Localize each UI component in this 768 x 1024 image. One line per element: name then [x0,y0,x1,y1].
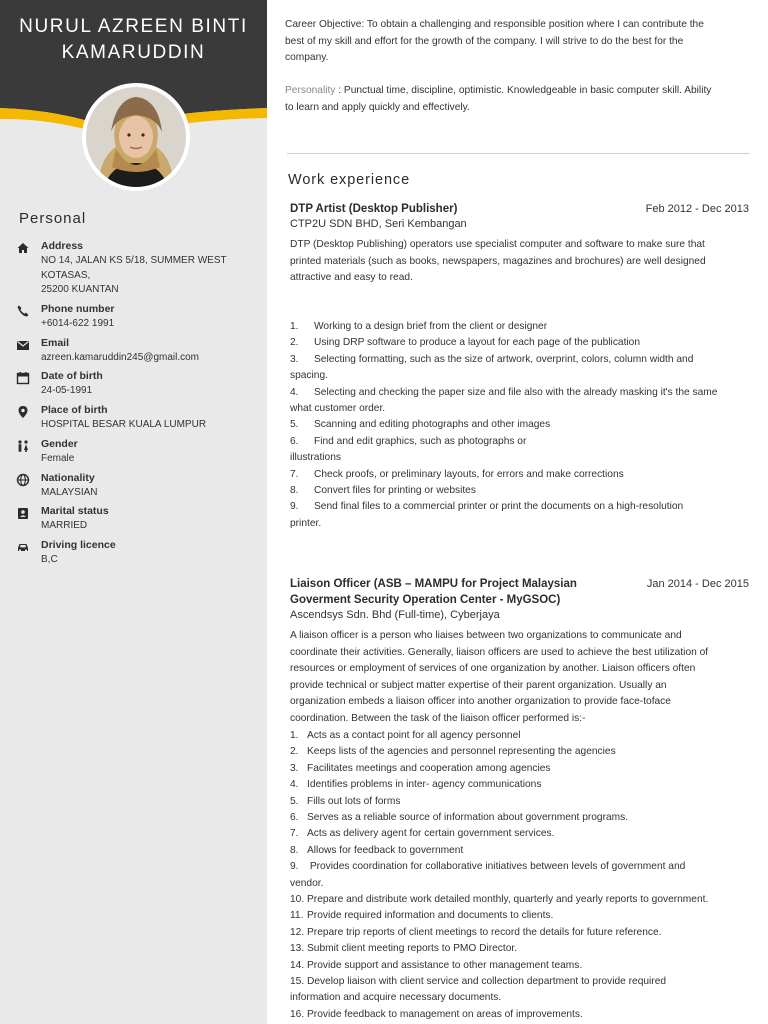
duty-number: 10. [290,894,305,905]
objective-line-3: company. [285,52,329,64]
duty-text: printer. [290,517,322,529]
duty-text: Develop liaison with client service and collection department to provide required [307,976,667,987]
place-of-birth-value: HOSPITAL BESAR KUALA LUMPUR [41,419,207,430]
duty-list-item [290,892,752,908]
duty-list-item [290,368,752,384]
duty-number: 14. [290,959,305,971]
duty-list-item [290,335,752,351]
duty-list-item [290,990,752,1006]
job-2-desc-line: coordination. Between the task of the liaison officer performed is:- [290,712,586,724]
duty-list-item [290,826,752,842]
duty-list-item [290,925,752,941]
duty-number: 3. [290,762,299,774]
address-line-1: NO 14, JALAN KS 5/18, SUMMER WEST [41,255,227,266]
phone-value: +6014-622 1991 [41,318,115,329]
duty-text: Selecting formatting, such as the size of artwork, overprint, colors, column width and [314,353,694,365]
duty-list-item [290,908,752,924]
section-divider [287,153,750,154]
calendar-icon [16,371,30,385]
car-icon [16,540,30,554]
duty-text: Send final files to a commercial printer or print the documents on a high-resolution [314,501,684,513]
work-experience-title: Work experience [288,172,411,188]
marital-status-value: MARRIED [41,520,88,531]
email-icon [16,338,30,352]
job-1-desc-line: DTP (Desktop Publishing) operators use specialist computer and software to make sure that [290,239,705,250]
duty-list-item [290,319,752,335]
main-content [267,0,768,1024]
gender-value: Female [41,453,75,464]
job-2-desc-line: organization embeds a liaison officer into another organization to provide face-toface [290,696,671,708]
duty-list-item [290,876,752,892]
objective-line-2: best of my skill and effort for the growth of the company. I will strive to do the best for the [285,35,684,47]
duty-number: 15. [290,976,305,987]
duty-text: Convert files for printing or websites [314,485,476,496]
duty-number: 12. [290,926,305,938]
duty-number: 4. [290,386,299,398]
duty-text: vendor. [290,877,324,889]
duty-list-item [290,401,752,417]
job-2-desc-line: coordinate their activities. Generally, liaison officers are used to achieve the best utilization of [290,646,709,658]
job-2-title [290,576,577,608]
name-line-1: NURUL AZREEN BINTI [19,16,248,37]
duty-list-item [290,516,752,532]
duty-number: 6. [290,435,299,447]
personal-section-title: Personal [19,210,87,227]
duty-number: 8. [290,844,299,856]
job-1-title: DTP Artist (Desktop Publisher) [290,203,458,215]
duty-list-item [290,467,752,483]
marital-status-label: Marital status [41,505,109,517]
duty-list-item [290,450,752,466]
job-1-description [290,237,760,287]
career-objective [285,17,755,67]
gender-icon [16,439,30,453]
location-pin-icon [16,405,30,419]
duty-number: 8. [290,485,299,496]
duty-number: 7. [290,468,299,480]
address-value [41,254,256,298]
duty-text: Serves as a reliable source of information about government programs. [307,812,629,823]
duty-number: 13. [290,943,305,955]
job-1-date: Feb 2012 - Dec 2013 [645,203,749,215]
duty-number: 9. [290,501,299,513]
duty-text: Acts as delivery agent for certain government services. [307,828,555,840]
duty-text: Scanning and editing photographs and other images [314,419,551,431]
duty-list-item [290,974,752,990]
duty-number: 2. [290,337,299,349]
duty-text: Fills out lots of forms [307,795,401,807]
phone-icon [16,304,30,318]
email-label: Email [41,337,70,349]
email-value: azreen.kamaruddin245@gmail.com [41,352,200,363]
duty-list-item [290,794,752,810]
gender-label: Gender [41,438,78,450]
duty-text: Prepare trip reports of client meetings to record the details for future reference. [307,926,662,938]
duty-text: Provides coordination for collaborative initiatives between levels of government and [307,861,686,873]
duty-number: 2. [290,746,299,758]
duty-number: 7. [290,828,299,840]
job-2-desc-line: provide technical or subject matter expertise of their parent organization. Usually an [290,679,667,691]
address-line-2: KOTASAS, [41,269,91,281]
driving-licence-value: B,C [41,554,58,565]
duty-text: Prepare and distribute work detailed monthly, quarterly and yearly reports to government. [307,894,709,905]
duty-number: 4. [290,779,299,791]
job-2-description [290,628,760,728]
sidebar [0,0,267,1024]
duty-text: information and acquire necessary documents. [290,992,502,1004]
address-line-3: 25200 KUANTAN [41,284,119,295]
duty-number: 1. [290,730,299,741]
duty-text: Facilitates meetings and cooperation among agencies [307,762,551,774]
nationality-label: Nationality [41,472,95,484]
job-2-company: Ascendsys Sdn. Bhd (Full-time), Cyberjaya [290,609,500,621]
avatar [86,87,186,187]
duty-text: Acts as a contact point for all agency personnel [307,730,521,741]
duty-list-item [290,1007,752,1023]
address-label: Address [41,240,84,252]
personality-line-1 [285,83,755,100]
personality-line-2: to learn and apply quickly and effectively. [285,101,470,113]
duty-text: Identifies problems in inter- agency communications [307,779,542,791]
duty-list-item [290,761,752,777]
objective-line-1: Career Objective: To obtain a challenging and responsible position where I can contribute the [285,19,704,30]
duty-list-item [290,777,752,793]
duty-text: Selecting and checking the paper size and file also with the already masking it's the same [314,386,718,398]
job-2-desc-line: resources or employment of services of one organization by another. Liaison officers often [290,663,696,675]
duty-number: 3. [290,353,299,365]
duty-number: 6. [290,812,299,823]
job-2-date: Jan 2014 - Dec 2015 [646,578,749,590]
duty-text: Allows for feedback to government [307,844,464,856]
duty-text: spacing. [290,370,328,382]
job-2-desc-line: A liaison officer is a person who liaises between two organizations to communicate and [290,630,682,641]
job-1-company: CTP2U SDN BHD, Seri Kembangan [290,218,467,230]
id-badge-icon [16,506,30,520]
duty-list-item [290,941,752,957]
driving-licence-label: Driving licence [41,539,116,551]
duty-list-item [290,352,752,368]
duty-number: 16. [290,1008,305,1020]
duty-list-item [290,499,752,515]
duty-text: Check proofs, or preliminary layouts, for errors and make corrections [314,468,624,480]
place-of-birth-label: Place of birth [41,404,108,416]
dob-label: Date of birth [41,370,103,382]
nationality-value: MALAYSIAN [41,487,98,498]
duty-list-item [290,859,752,875]
job-2-title-line-2: Goverment Security Operation Center - MyGSOC) [290,594,561,606]
candidate-name [0,14,267,66]
duty-text: Provide support and assistance to other management teams. [307,959,583,971]
duty-list-item [290,417,752,433]
duty-list-item [290,385,752,401]
personality-text-1: : Punctual time, discipline, optimistic. Knowledgeable in basic computer skill. Ability [335,85,712,96]
duty-list-item [290,810,752,826]
duty-number: 5. [290,795,299,807]
duty-number: 1. [290,321,299,332]
dob-value: 24-05-1991 [41,385,93,396]
duty-text: Provide required information and documents to clients. [307,910,554,922]
personality-label: Personality [285,85,336,96]
profile-photo [82,83,190,191]
duty-list-item [290,843,752,859]
name-line-2: KAMARUDDIN [61,42,206,63]
phone-label: Phone number [41,303,115,315]
duty-list-item [290,728,752,744]
duty-text: Find and edit graphics, such as photographs or [314,435,527,447]
globe-icon [16,473,30,487]
duty-text: Keeps lists of the agencies and personnel representing the agencies [307,746,616,758]
duty-text: illustrations [290,452,341,464]
job-1-desc-line: printed materials (such as books, newspapers, magazines and brochures) are well designed [290,255,706,267]
duty-text: Submit client meeting reports to PMO Director. [307,943,518,955]
duty-number: 9. [290,861,299,873]
duty-list-item [290,483,752,499]
duty-number: 11. [290,910,304,922]
duty-text: Using DRP software to produce a layout for each page of the publication [314,337,641,349]
personality [285,83,755,116]
home-icon [16,241,30,255]
duty-number: 5. [290,419,299,431]
job-1-desc-line: attractive and easy to read. [290,272,413,284]
duty-list-item [290,958,752,974]
duty-list-item [290,434,752,450]
duty-list-item [290,744,752,760]
job-2-title-line-1: Liaison Officer (ASB – MAMPU for Project Malaysian [290,578,577,590]
duty-text: Provide feedback to management on areas of improvements. [307,1008,583,1020]
duty-text: what customer order. [290,403,386,414]
duty-text: Working to a design brief from the client or designer [314,321,548,332]
